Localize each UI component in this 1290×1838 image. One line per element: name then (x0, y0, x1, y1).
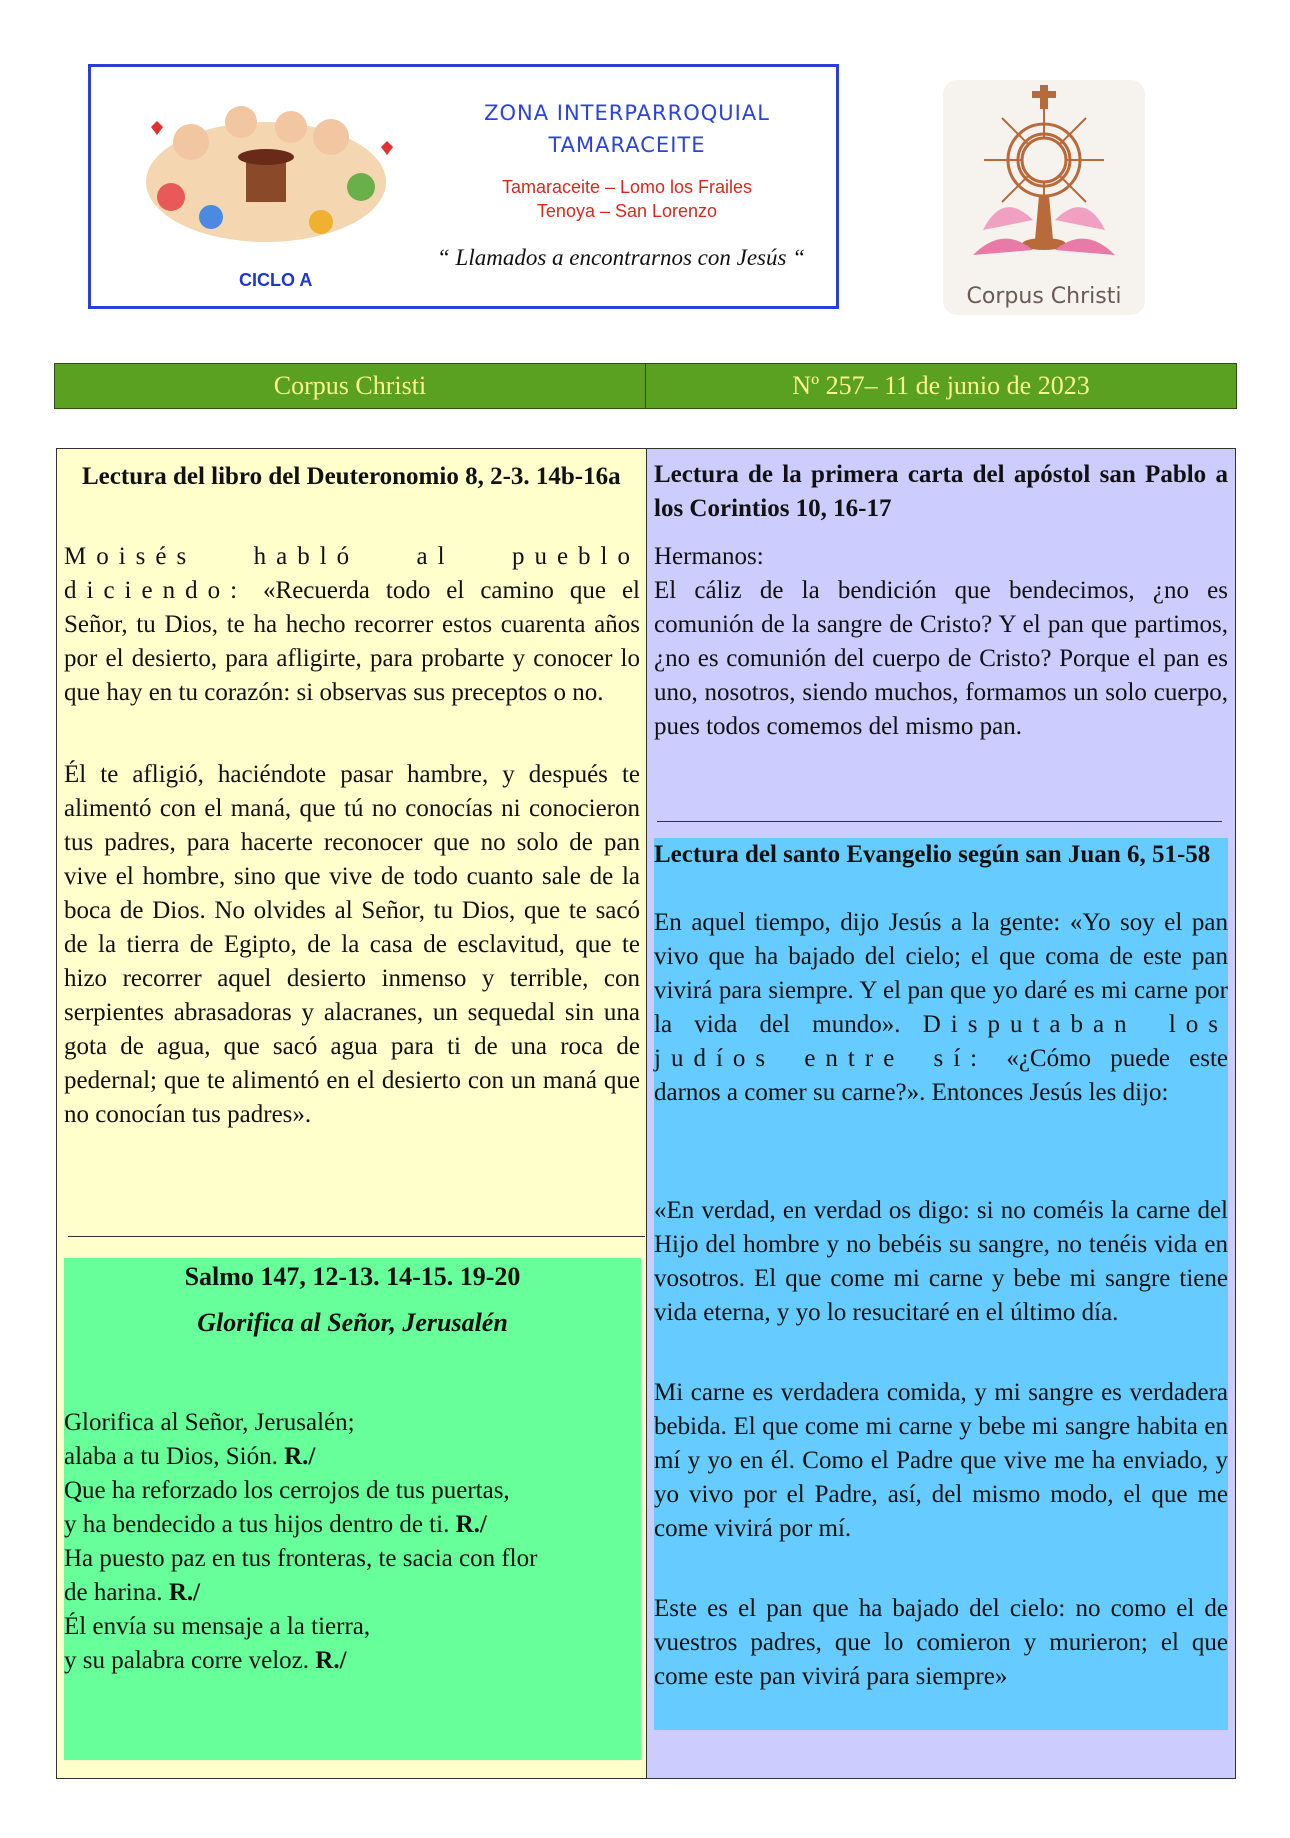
issue-number-date: Nº 257– 11 de junio de 2023 (792, 371, 1090, 400)
parishes-line-1: Tamaraceite – Lomo los Frailes (501, 177, 753, 197)
divider (657, 821, 1222, 822)
reading2-body: El cáliz de la bendición que bendecimos, ¿no es comunión de la sangre de Cristo? Y el pan que partimos, ¿no es comunión del cuerpo de Cristo? Porque el pan es uno, nosotros, siendo muchos, formamos un solo cuerpo, pues todos comemos del mismo pan. (654, 577, 1228, 740)
feast-name: Corpus Christi (55, 364, 646, 408)
psalm-title: Salmo 147, 12-13. 14-15. 19-20 (184, 1262, 521, 1291)
title-bar (54, 363, 1237, 409)
psalm-lines (64, 1406, 641, 1678)
psalm-line: Ha puesto paz en tus fronteras, te sacia con flor (64, 1545, 538, 1572)
reading1-p1: «Recuerda todo el camino que el Señor, tu Dios, te ha hecho recorrer estos cuarenta años por el desierto, para afligirte, para probarte y conocer lo que hay en tu corazón: si observas sus preceptos o no. (64, 577, 640, 706)
gospel-paragraph-4: Este es el pan que ha bajado del cielo: no como el de vuestros padres, que lo comieron y murieron; el que come este pan vivirá para siempre» (654, 1595, 1228, 1690)
header-box (88, 64, 839, 309)
cycle-label: CICLO A (239, 270, 313, 290)
psalm-response: Glorifica al Señor, Jerusalén (197, 1308, 508, 1337)
corpus-christi-image (943, 80, 1145, 315)
divider (68, 1236, 645, 1237)
gospel-title: Lectura del santo Evangelio según san Juan 6, 51-58 (654, 841, 1211, 868)
reading2-greeting: Hermanos: (654, 543, 764, 570)
parishes-line-2: Tenoya – San Lorenzo (536, 201, 718, 221)
community-clipart-image (131, 87, 401, 247)
motto: “ Llamados a encontrarnos con Jesús “ (436, 245, 805, 270)
corpus-christi-image-label: Corpus Christi (966, 284, 1122, 309)
reading1-lead: Moisés habló al pueblo diciendo: (64, 543, 640, 604)
gospel-paragraph-2: «En verdad, en verdad os digo: si no coméis la carne del Hijo del hombre y no bebéis su sangre, no tenéis vida en vosotros. El que come mi carne y bebe mi sangre tiene vida eterna, y yo lo resucitaré en el último día. (654, 1197, 1228, 1326)
gospel-paragraph-3: Mi carne es verdadera comida, y mi sangre es verdadera bebida. El que come mi carne y bebe mi sangre habita en mí y yo en él. Como el Padre que vive me ha enviado, y yo vivo por el Padre, así, del mismo modo, el que me come vivirá por mí. (654, 1379, 1228, 1542)
psalm-line: Él envía su mensaje a la tierra, (64, 1613, 371, 1640)
psalm-line: y su palabra corre veloz. R./ (64, 1647, 347, 1674)
reading1-paragraph-2: Él te afligió, haciéndote pasar hambre, y después te alimentó con el maná, que tú no conocías ni conocieron tus padres, para hacerte reconocer que no solo de pan vive el hombre, sino que vive de todo cuanto sale de la boca de Dios. No olvides al Señor, tu Dios, que te sacó de la tierra de Egipto, de la casa de esclavitud, que te hizo recorrer aquel desierto inmenso y terrible, con serpientes abrasadoras y alacranes, un sequedal sin una gota de agua, que sacó agua para ti de una roca de pedernal; que te alimentó en el desierto con un maná que no conocían tus padres». (64, 761, 640, 1128)
psalm-line: Glorifica al Señor, Jerusalén; (64, 1409, 355, 1436)
reading1-paragraph-1 (64, 540, 640, 710)
reading2-title: Lectura de la primera carta del apóstol san Pablo a los Corintios 10, 16-17 (654, 461, 1228, 522)
psalm-line: Que ha reforzado los cerrojos de tus puertas, (64, 1477, 510, 1504)
gospel-paragraph-1: En aquel tiempo, dijo Jesús a la gente: «Yo soy el pan vivo que ha bajado del cielo; el que coma de este pan vivirá para siempre. Y el pan que yo daré es mi carne por la vida del mundo». Disputaban los judíos entre sí: «¿Cómo puede este darnos a comer su carne?». Entonces Jesús les dijo: (654, 909, 1229, 1106)
psalm-line: alaba a tu Dios, Sión. R./ (64, 1443, 316, 1470)
psalm-line: de harina. R./ (64, 1579, 201, 1606)
monstrance-icon (943, 80, 1145, 280)
psalm-line: y ha bendecido a tus hijos dentro de ti. R./ (64, 1511, 487, 1538)
zone-subtitle: TAMARACEITE (548, 133, 706, 157)
zone-title: ZONA INTERPARROQUIAL (484, 101, 770, 125)
reading1-title: Lectura del libro del Deuteronomio 8, 2-3. 14b-16a (82, 463, 621, 490)
gospel-spaced-line: Disputaban los judíos entre sí: (654, 1011, 1229, 1072)
